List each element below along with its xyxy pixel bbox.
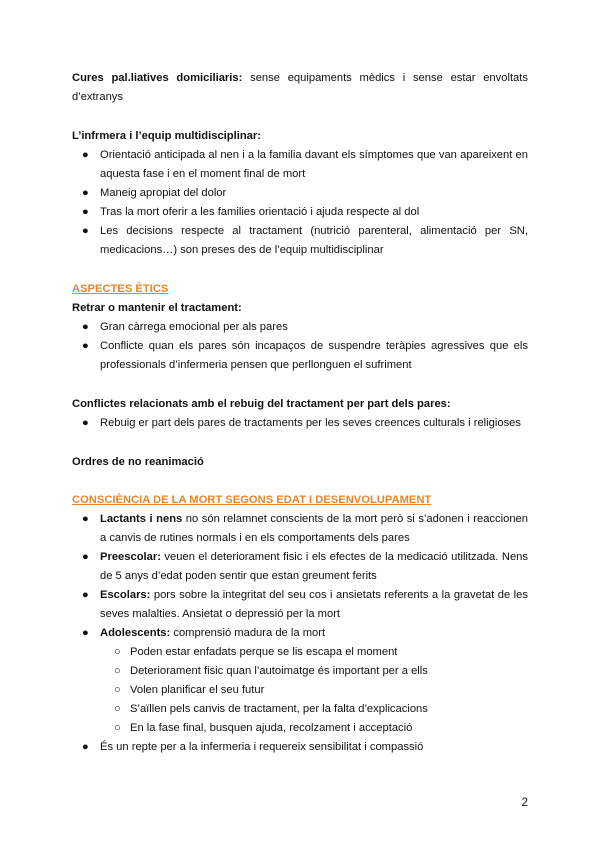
bullet-icon: ● [82,149,89,161]
bullet-icon: ● [82,340,89,352]
list-item: ● Les decisions respecte al tractament (nutrició parenteral, alimentació per SN, medicacions…) son preses des de l’equip multidisciplinar [72,222,528,260]
nurse-team-list [72,146,528,260]
intro-label: Cures pal.liatives domiciliaris: [72,72,243,84]
list-item: ● Adolescents: comprensió madura de la mort [72,624,528,643]
nurse-team-heading: L’infrmera i l’equip multidisciplinar: [72,130,261,142]
bullet-icon: ● [82,627,89,639]
sub-bullet-icon: ○ [114,722,121,734]
awareness-list [72,510,528,643]
list-item: ● Lactants i nens no són relamnet conscients de la mort però si s’adonen i reaccionen a canvis de rutines normals i en els comportaments dels pares [72,510,528,548]
ethics-section-title: ASPECTES ÈTICS [72,283,169,295]
list-item: ○ En la fase final, busquen ajuda, recolzament i acceptació [72,719,528,738]
withdraw-list [72,318,528,375]
list-item: ○ Poden estar enfadats perque se lis escapa el moment [72,643,528,662]
list-item: ● Preescolar: veuen el deteriorament fisic i els efectes de la medicació utilitzada. Nens de 5 anys d’edat poden sentir que estan greument ferits [72,548,528,586]
intro-text: sense equipaments mèdics i sense estar envoltats d’extranys [72,72,528,103]
sub-bullet-icon: ○ [114,703,121,715]
bullet-icon: ● [82,321,89,333]
bullet-icon: ● [82,206,89,218]
page-number: 2 [521,797,528,809]
list-item: ● És un repte per a la infermeria i requereix sensibilitat i compassió [72,738,528,757]
adolescent-sublist [72,643,528,738]
list-item: ● Escolars: pors sobre la integritat del seu cos i ansietats referents a la gravetat de les seves malalties. Ansietat o depressió per la mort [72,586,528,624]
sub-bullet-icon: ○ [114,684,121,696]
list-item: ● Rebuig er part dels pares de tractaments per les seves creences culturals i religioses [72,414,528,433]
list-item: ● Conflicte quan els pares són incapaços de suspendre teràpies agressives que els professionals d’infermeria pensen que perllonguen el sufriment [72,337,528,375]
bullet-icon: ● [82,187,89,199]
refusal-list [72,414,528,433]
sub-bullet-icon: ○ [114,665,121,677]
refusal-heading: Conflictes relacionats amb el rebuig del tractament per part dels pares: [72,398,451,410]
list-item: ● Tras la mort oferir a les families orientació i ajuda respecte al dol [72,203,528,222]
list-item: ● Orientació anticipada al nen i a la familia davant els símptomes que van apareixent en aquesta fase i en el moment final de mort [72,146,528,184]
bullet-icon: ● [82,589,89,601]
bullet-icon: ● [82,551,89,563]
list-item: ● Maneig apropiat del dolor [72,184,528,203]
bullet-icon: ● [82,513,89,525]
awareness-closing-list [72,738,528,757]
bullet-icon: ● [82,417,89,429]
sub-bullet-icon: ○ [114,646,121,658]
bullet-icon: ● [82,225,89,237]
intro-paragraph [72,69,528,107]
bullet-icon: ● [82,741,89,753]
list-item: ○ S’aïllen pels canvis de tractament, per la falta d’explicacions [72,700,528,719]
dnr-heading: Ordres de no reanimació [72,456,204,468]
list-item: ○ Volen planificar el seu futur [72,681,528,700]
awareness-section-title: CONSCIÈNCIA DE LA MORT SEGONS EDAT I DESENVOLUPAMENT [72,494,432,506]
list-item: ○ Deteriorament fisic quan l’autoimatge és important per a ells [72,662,528,681]
withdraw-heading: Retrar o mantenir el tractament: [72,302,242,314]
list-item: ● Gran càrrega emocional per als pares [72,318,528,337]
